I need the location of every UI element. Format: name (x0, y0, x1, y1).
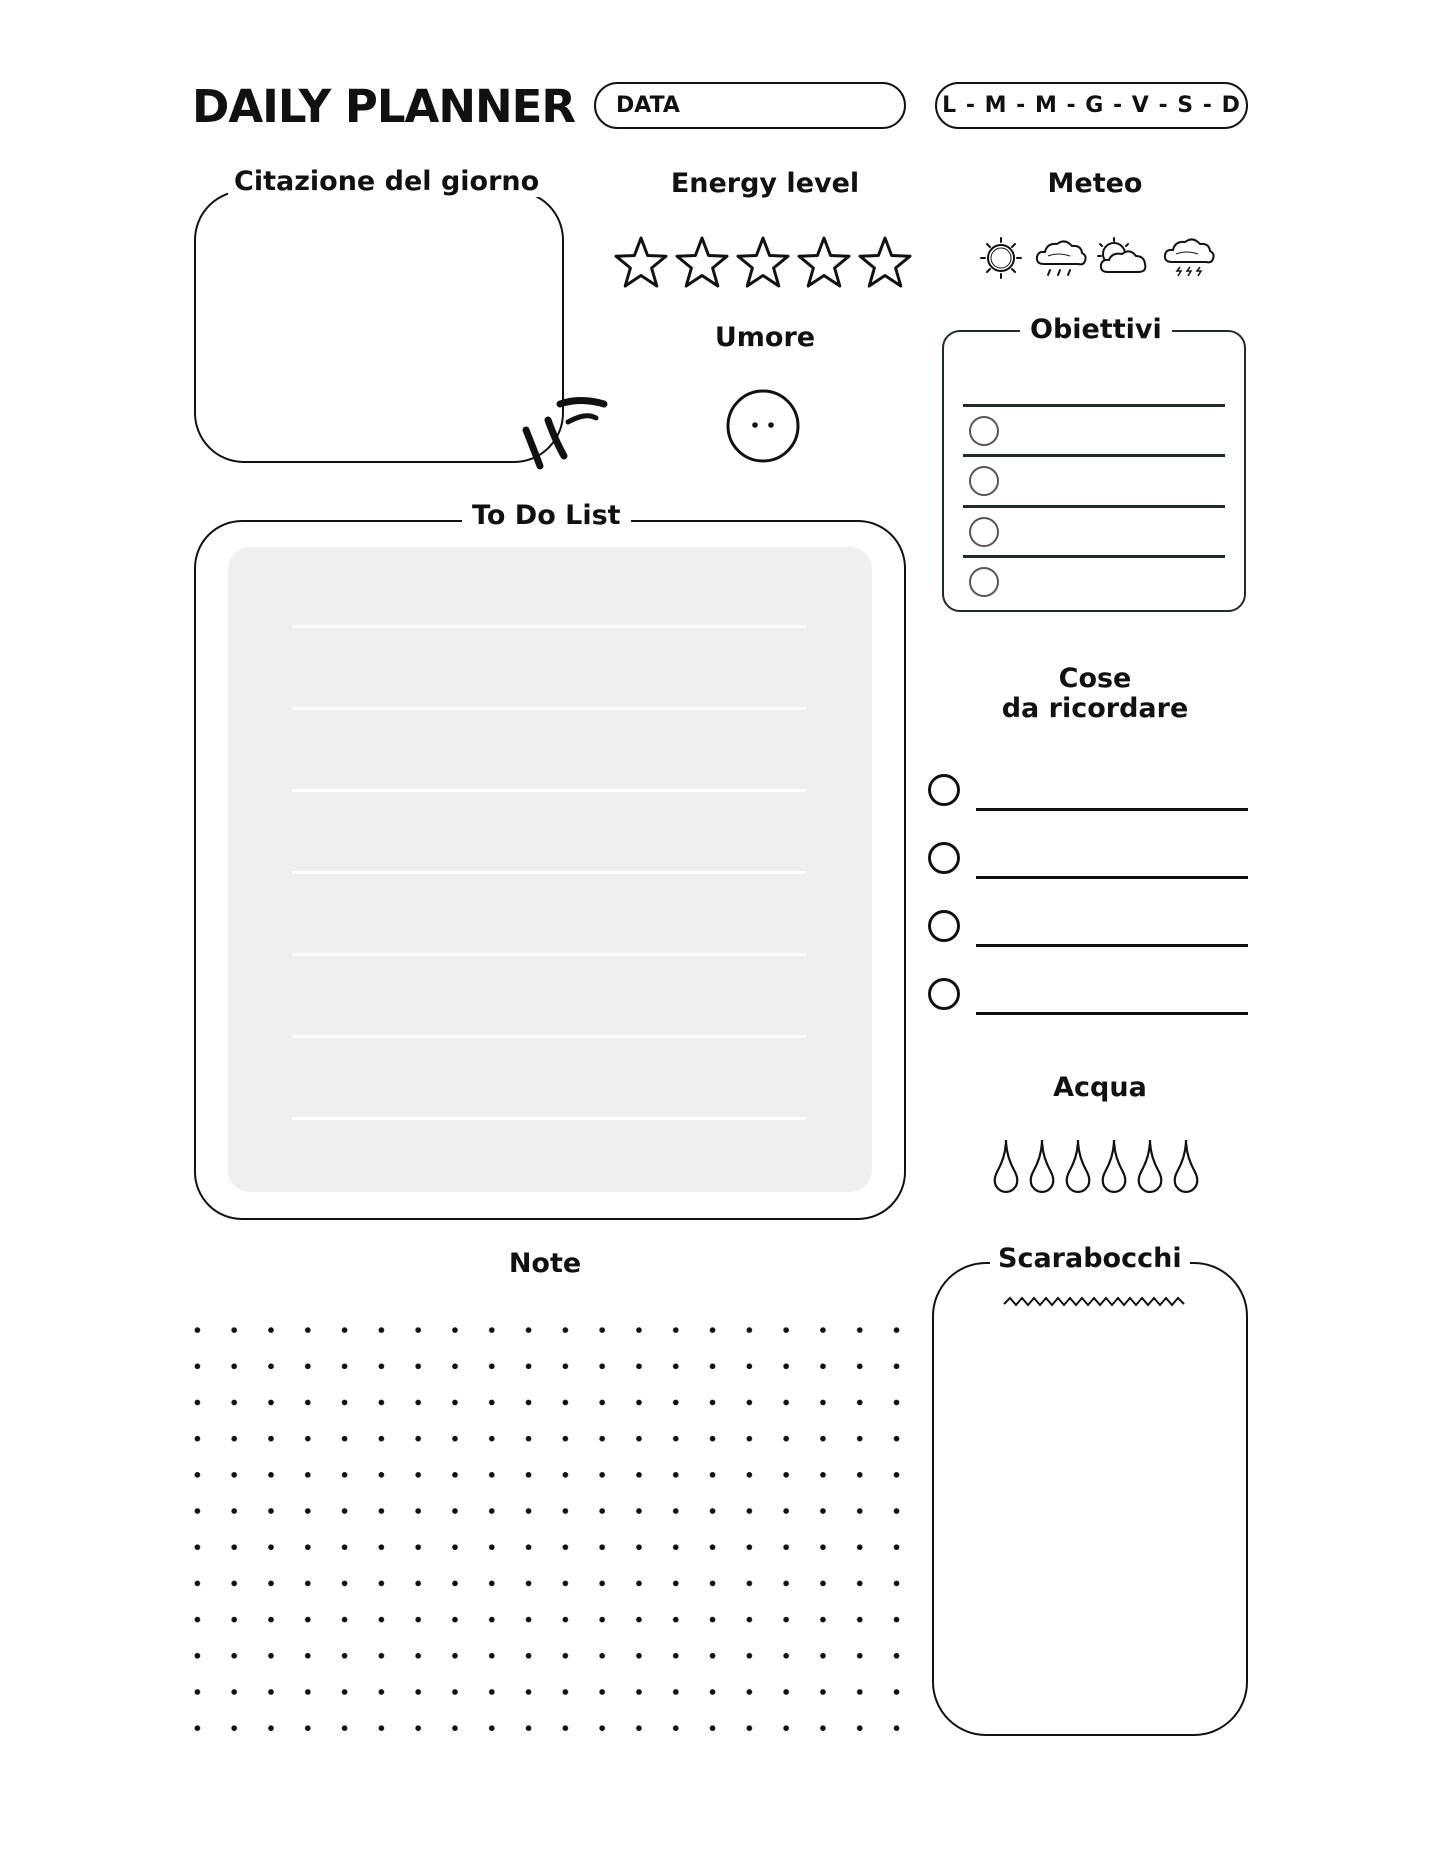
goals-label: Obiettivi (1020, 314, 1172, 345)
smiley-face-icon[interactable] (725, 388, 801, 464)
water-drop-icon[interactable] (1103, 1140, 1126, 1192)
todo-line (292, 953, 806, 956)
weather-icons (978, 234, 1228, 284)
star-icon[interactable] (860, 238, 910, 286)
water-drop-icon[interactable] (1031, 1140, 1054, 1192)
energy-stars (614, 233, 914, 293)
star-icon[interactable] (799, 238, 849, 286)
todo-writing-area[interactable] (228, 547, 872, 1192)
weekday-selector[interactable] (935, 82, 1248, 129)
mood-label: Umore (690, 322, 840, 353)
todo-line (292, 1117, 806, 1120)
remember-label (980, 664, 1210, 724)
remember-checkbox[interactable] (928, 774, 960, 806)
doodle-label: Scarabocchi (990, 1243, 1190, 1274)
date-label: DATA (616, 93, 680, 118)
notes-label: Note (495, 1248, 595, 1279)
page-title: DAILY PLANNER (192, 80, 576, 133)
todo-line (292, 625, 806, 628)
sun-icon[interactable] (981, 238, 1021, 278)
water-label: Acqua (1040, 1072, 1160, 1103)
quote-label: Citazione del giorno (228, 166, 545, 197)
water-drops (990, 1138, 1210, 1194)
weather-label: Meteo (1030, 168, 1160, 199)
goal-checkbox[interactable] (969, 416, 999, 446)
water-drop-icon[interactable] (1139, 1140, 1162, 1192)
water-drop-icon[interactable] (1067, 1140, 1090, 1192)
todo-line (292, 871, 806, 874)
star-icon[interactable] (677, 238, 727, 286)
remember-line[interactable] (976, 1012, 1248, 1015)
remember-checkbox[interactable] (928, 910, 960, 942)
storm-cloud-icon[interactable] (1165, 239, 1214, 276)
energy-label: Energy level (660, 168, 870, 199)
doodle-box[interactable] (932, 1262, 1248, 1736)
remember-line[interactable] (976, 944, 1248, 947)
todo-label: To Do List (462, 500, 631, 531)
todo-line (292, 789, 806, 792)
date-field[interactable] (594, 82, 906, 129)
water-drop-icon[interactable] (1175, 1140, 1198, 1192)
goal-checkbox[interactable] (969, 466, 999, 496)
todo-line (292, 707, 806, 710)
partly-cloudy-icon[interactable] (1098, 238, 1145, 272)
quote-box[interactable] (194, 190, 564, 463)
remember-label-line1: Cose (1058, 663, 1132, 694)
rain-cloud-icon[interactable] (1037, 241, 1086, 275)
weekday-letters: L - M - M - G - V - S - D (942, 93, 1241, 118)
goals-list (963, 404, 1225, 604)
remember-checkbox[interactable] (928, 978, 960, 1010)
zigzag-underline-icon (1002, 1294, 1186, 1310)
remember-list (928, 774, 1248, 1014)
todo-line (292, 1035, 806, 1038)
doodle-strokes-icon (520, 392, 610, 472)
goal-checkbox[interactable] (969, 517, 999, 547)
remember-line[interactable] (976, 876, 1248, 879)
remember-label-line2: da ricordare (1001, 693, 1189, 724)
star-icon[interactable] (738, 238, 788, 286)
remember-checkbox[interactable] (928, 842, 960, 874)
water-drop-icon[interactable] (995, 1140, 1018, 1192)
star-icon[interactable] (616, 238, 666, 286)
goal-checkbox[interactable] (969, 567, 999, 597)
remember-line[interactable] (976, 808, 1248, 811)
notes-dot-grid[interactable] (179, 1312, 915, 1736)
